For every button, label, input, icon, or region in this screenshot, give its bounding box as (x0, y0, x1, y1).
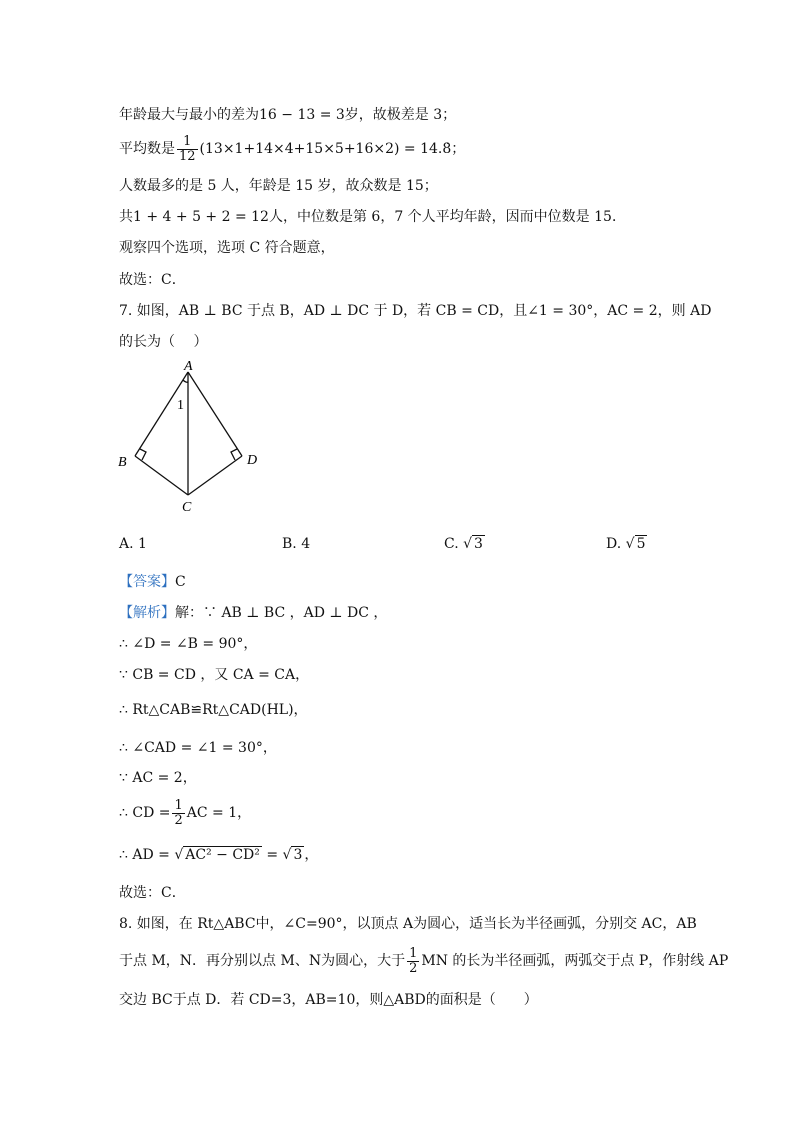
fraction-one-twelfth: $\frac{1}{12}$ (179, 133, 196, 164)
option-a[interactable]: A. 1 (119, 536, 147, 552)
kite-figure (110, 360, 270, 520)
question-7-stem: 7. 如图，AB ⊥ BC 于点 B，AD ⊥ DC 于 D，若 CB = CD，且∠1 = 30°，AC = 2，则 AD (119, 303, 712, 319)
text-mode-line: 人数最多的是 5 人，年龄是 15 岁，故众数是 15； (119, 178, 438, 194)
text-choose-line: 故选：C． (119, 272, 186, 288)
angle-1-label: 1 (177, 398, 184, 413)
sqrt-3-result: √ 3 (282, 847, 303, 863)
analysis-line-4: ∴ Rt△CAB≌Rt△CAD(HL)， (119, 702, 308, 718)
sqrt-5: √ 5 (625, 536, 646, 552)
answer-line (119, 572, 186, 592)
sqrt-radical: √ AC² − CD² (174, 847, 260, 863)
question-8-stem: 8. 如图，在 Rt△ABC中，∠C=90°，以顶点 A为圆心，适当长为半径画弧，分别交 AC，AB (119, 916, 697, 932)
point-d-label: D (247, 453, 258, 468)
option-d[interactable]: D. √ 5 (606, 536, 646, 552)
analysis-line-2: ∴ ∠D = ∠B = 90°， (119, 636, 258, 652)
point-b-label: B (118, 455, 127, 470)
text-median-line: 共1 + 4 + 5 + 2 = 12人，中位数是第 6，7 个人平均年龄，因而中位数是 15． (119, 209, 626, 225)
question-7-stem-cont: 的长为（ ） (119, 334, 208, 350)
analysis-line-3: ∵ CB = CD ，又 CA = CA， (119, 667, 310, 683)
answer-tag: 【答案】 (119, 574, 175, 590)
analysis-line-9: 故选：C． (119, 885, 186, 901)
analysis-tag: 【解析】 (119, 605, 175, 621)
point-a-label: A (184, 360, 193, 374)
analysis-line-7: ∴ CD = $\frac{1}{2}$ AC = 1， (119, 797, 252, 828)
option-c[interactable]: C. √ 3 (444, 536, 483, 552)
text-mean-line: 平均数是 $\frac{1}{12}$ (13×1+14×4+15×5+16×2) = 14.8̇； (119, 133, 466, 164)
analysis-line-6: ∵ AC = 2， (119, 770, 197, 786)
question-8-stem-cont: 于点 M，N．再分别以点 M、N为圆心，大于 $\frac{1}{2}$ MN 的长为半径画弧，两弧交于点 P，作射线 AP (119, 945, 729, 976)
text-range-line: 年龄最大与最小的差为16 − 13 = 3岁，故极差是 3； (119, 107, 457, 123)
fraction-q8-half: $\frac{1}{2}$ (409, 945, 418, 976)
answer-value: C (175, 574, 186, 590)
point-c-label: C (182, 500, 192, 515)
sqrt-3: √ 3 (463, 536, 483, 552)
fraction-one-half: $\frac{1}{2}$ (174, 797, 183, 828)
text-observe-line: 观察四个选项，选项 C 符合题意， (119, 240, 335, 256)
analysis-line-5: ∴ ∠CAD = ∠1 = 30°， (119, 740, 277, 756)
option-b[interactable]: B. 4 (282, 536, 311, 552)
analysis-line-8: ∴ AD = √ AC² − CD² = √ 3 ， (119, 847, 319, 863)
question-8-stem-end: 交边 BC于点 D．若 CD=3，AB=10，则△ABD的面积是（ ） (119, 992, 538, 1008)
analysis-line-1: 【解析】解：∵ AB ⊥ BC ，AD ⊥ DC ， (119, 605, 388, 621)
